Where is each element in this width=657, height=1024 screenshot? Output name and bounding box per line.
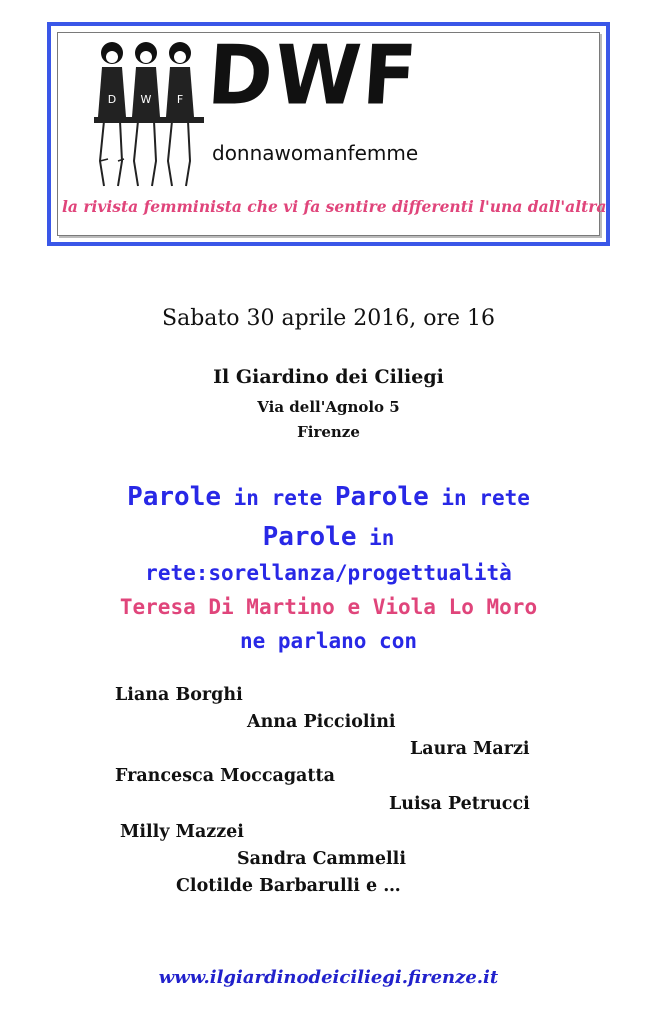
banner-tagline: la rivista femminista che vi fa sentire differenti l'una dall'altra [62,197,607,216]
participant-name: Luisa Petrucci [389,794,530,814]
event-venue: Il Giardino dei Ciliegi [213,366,444,388]
svg-text:D: D [107,93,117,106]
participant-name: Francesca Moccagatta [115,766,335,786]
participant-name: Liana Borghi [115,685,243,705]
participant-name: Milly Mazzei [120,822,244,842]
headline-speakers: Teresa Di Martino e Viola Lo Moro [119,595,538,619]
headline-line-5: ne parlano con [239,629,417,653]
headline-in-rete: in rete [428,486,530,510]
dwf-banner [47,22,610,246]
participant-name: Laura Marzi [410,739,530,759]
svg-text:F: F [176,93,184,106]
headline-word: Parole [334,482,429,512]
participant-name: Anna Picciolini [247,712,396,732]
event-address: Via dell'Agnolo 5 [257,398,400,416]
headline-line-1 [0,482,657,512]
headline-in: in [356,526,395,550]
participant-name: Sandra Cammelli [237,849,406,869]
headline-line-2 [0,522,657,552]
headline-in-rete: in rete [221,486,335,510]
banner-frame [57,28,607,236]
svg-text:W: W [140,93,152,106]
headline-line-3: rete:sorellanza/progettualità [145,561,512,585]
headline-word: Parole [127,482,222,512]
banner-subtitle: donnawomanfemme [212,141,419,165]
website-link[interactable]: www.ilgiardinodeiciliegi.firenze.it [158,967,499,988]
dwf-logo-text: DWF [204,28,422,124]
event-date: Sabato 30 aprile 2016, ore 16 [162,306,495,331]
three-women-logo-icon [94,41,204,191]
headline-word: Parole [262,522,357,552]
participant-name: Clotilde Barbarulli e … [176,876,401,896]
event-city: Firenze [297,423,360,441]
